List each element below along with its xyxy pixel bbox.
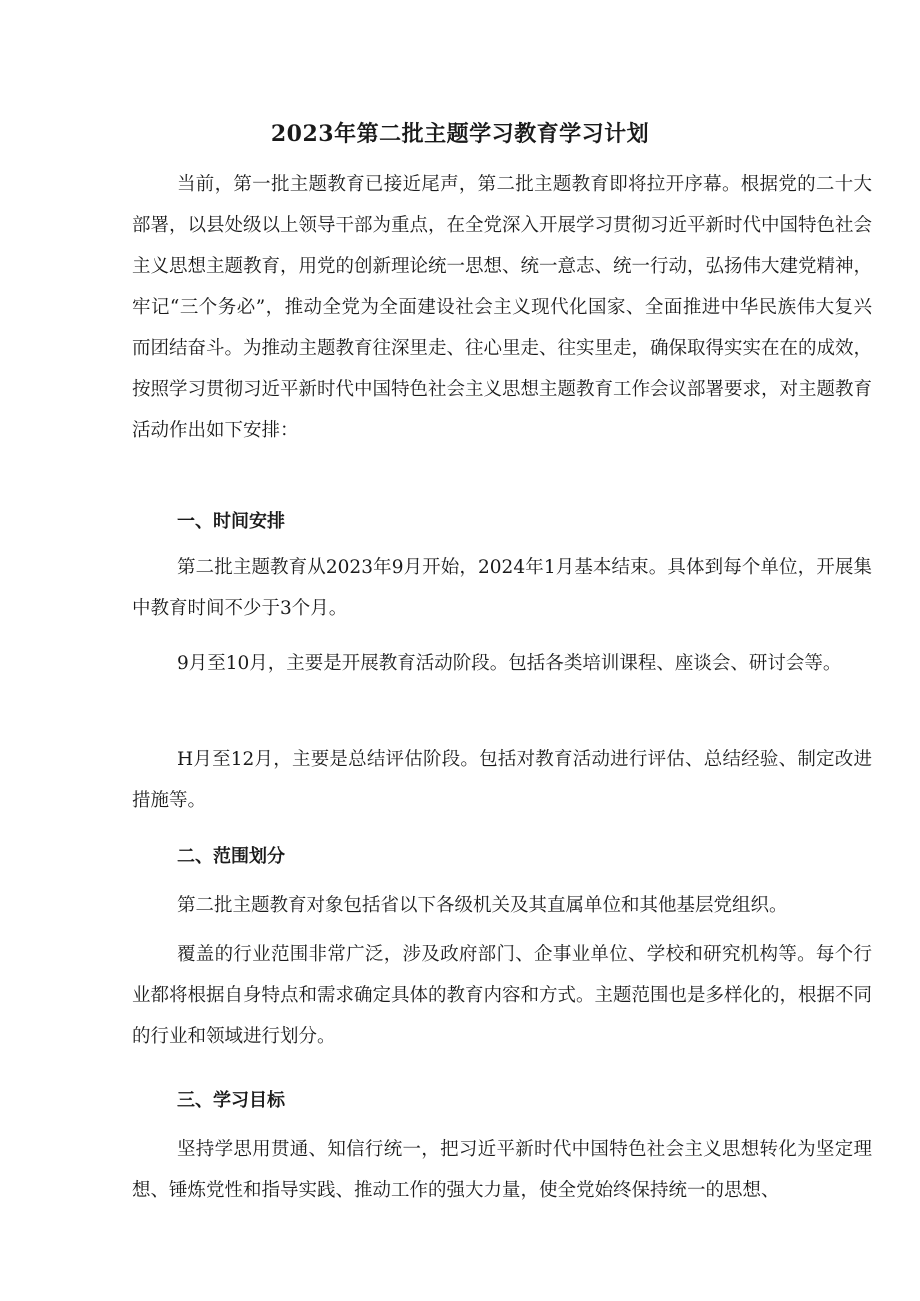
section-heading-schedule: 一、时间安排 [177,511,285,532]
scope-paragraph-1: 第二批主题教育对象包括省以下各级机关及其直属单位和其他基层党组织。 [177,895,788,916]
schedule-paragraph-2: 9月至10月，主要是开展教育活动阶段。包括各类培训课程、座谈会、研讨会等。 [177,653,842,674]
section-heading-goals: 三、学习目标 [177,1090,285,1111]
schedule-paragraph-3: H月至12月，主要是总结评估阶段。包括对教育活动进行评估、总结经验、制定改进措施等。 [132,749,872,811]
section-heading-scope: 二、范围划分 [177,846,285,867]
schedule-paragraph-1: 第二批主题教育从2023年9月开始，2024年1月基本结束。具体到每个单位，开展集中教育时间不少于3个月。 [132,557,872,619]
document-title: 2023年第二批主题学习教育学习计划 [270,121,650,147]
scope-paragraph-2: 覆盖的行业范围非常广泛，涉及政府部门、企事业单位、学校和研究机构等。每个行业都将根据自身特点和需求确定具体的教育内容和方式。主题范围也是多样化的，根据不同的行业和领域进行划分。 [132,944,873,1047]
goals-paragraph-1: 坚持学思用贯通、知信行统一，把习近平新时代中国特色社会主义思想转化为坚定理想、锤炼党性和指导实践、推动工作的强大力量，使全党始终保持统一的思想、 [132,1139,872,1201]
intro-paragraph: 当前，第一批主题教育已接近尾声，第二批主题教育即将拉开序幕。根据党的二十大部署，以县处级以上领导干部为重点，在全党深入开展学习贯彻习近平新时代中国特色社会主义思想主题教育，用党的创新理论统一思想、统一意志、统一行动，弘扬伟大建党精神，牢记“三个务必”，推动全党为全面建设社会主义现代化国家、全面推进中华民族伟大复兴而团结奋斗。为推动主题教育往深里走、往心里走、往实里走，确保取得实实在在的成效，按照学习贯彻习近平新时代中国特色社会主义思想主题教育工作会议部署要求，对主题教育活动作出如下安排： [132,174,873,441]
